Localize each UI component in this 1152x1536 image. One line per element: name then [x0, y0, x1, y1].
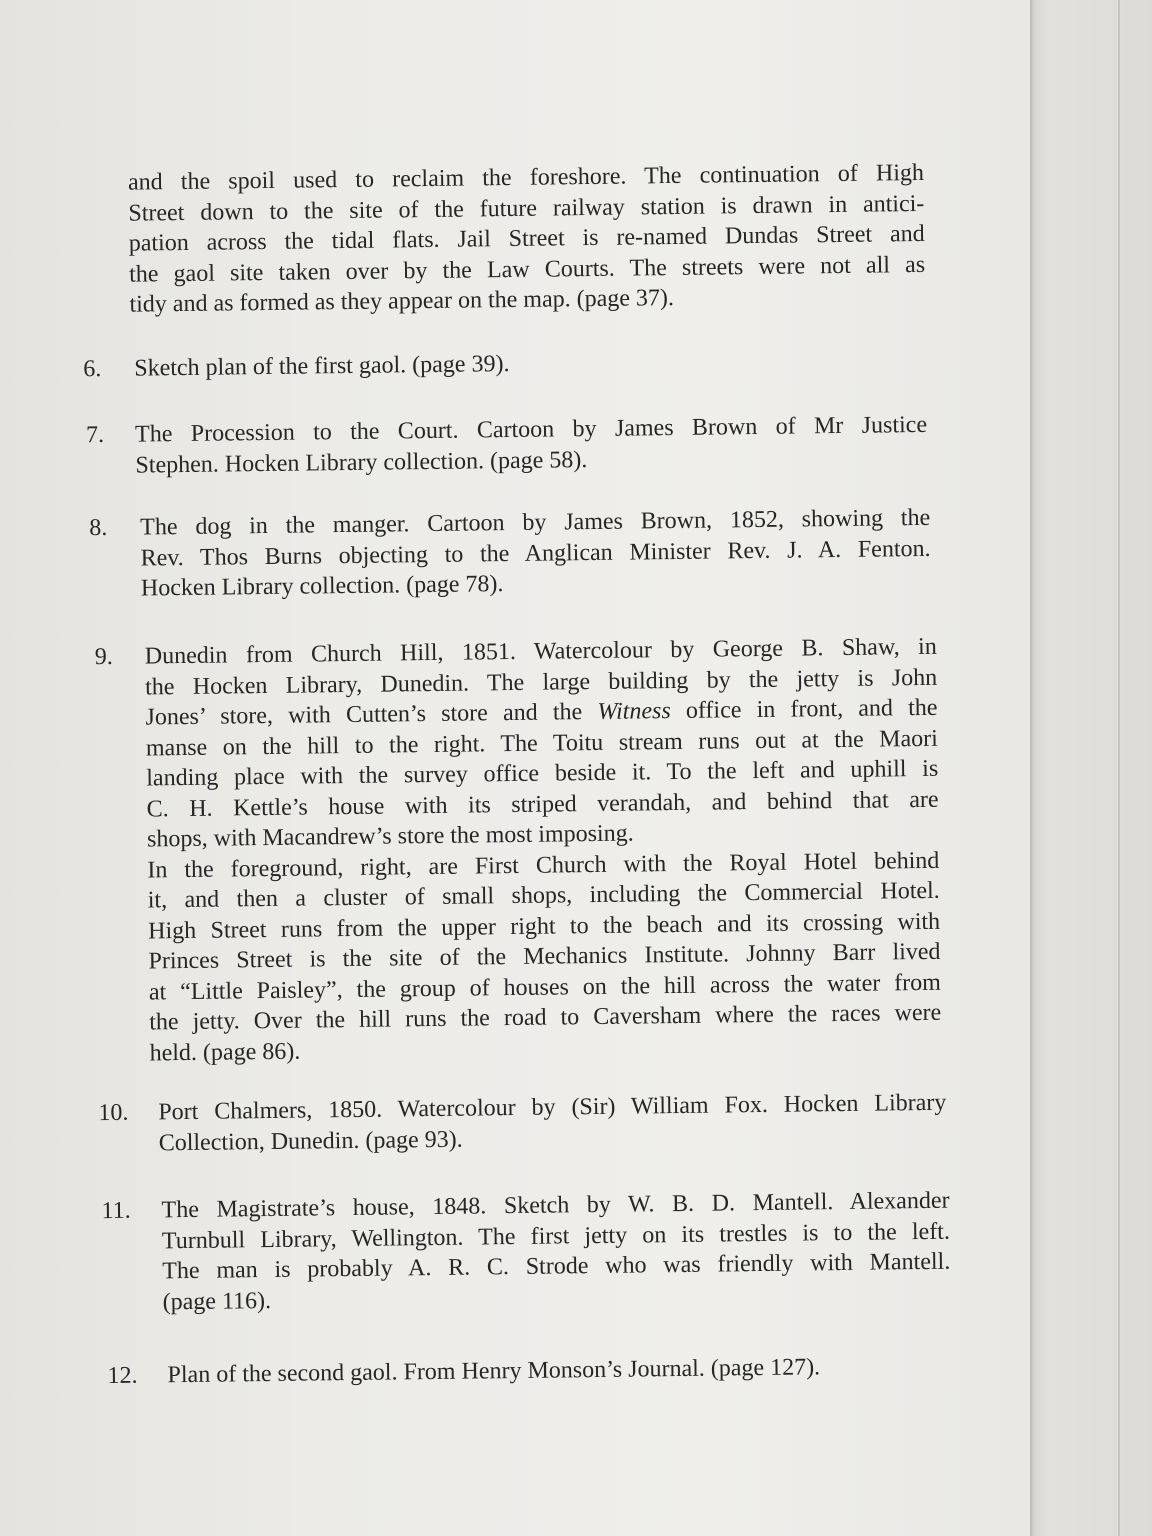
- text-line: C. H. Kettle’s house with its striped verandah, and behind that are: [146, 786, 939, 822]
- text-line: manse on the hill to the right. The Toitu stream runs out at the Maori: [145, 725, 939, 761]
- text-line: it, and then a cluster of small shops, including the Commercial Hotel.: [147, 877, 940, 914]
- item-number: 7.: [85, 421, 105, 449]
- item-number: 6.: [83, 356, 102, 383]
- text-line: Sketch plan of the first gaol. (page 39).: [134, 351, 510, 382]
- text-line: The Procession to the Court. Cartoon by James Brown of Mr Justice: [134, 411, 928, 448]
- text-line: Collection, Dunedin. (page 93).: [158, 1126, 463, 1156]
- list-item: [161, 1186, 950, 1318]
- list-item: [135, 410, 928, 481]
- text-line: the Hocken Library, Dunedin. The large building by the jetty is John: [145, 664, 938, 700]
- list-item: [158, 1088, 947, 1159]
- item-number: 9.: [94, 643, 113, 671]
- text-line: held. (page 86).: [149, 1038, 301, 1066]
- page-edge-line: [1118, 0, 1120, 1536]
- text-line: (page 116).: [162, 1287, 272, 1315]
- text-line: Rev. Thos Burns objecting to the Anglican Minister Rev. J. A. Fenton.: [140, 535, 931, 572]
- text-line: Princes Street is the site of the Mechanics Institute. Johnny Barr lived: [148, 938, 941, 975]
- text-line: tidy and as formed as they appear on the map. (page 37).: [129, 285, 675, 318]
- text-line: Hocken Library collection. (page 78).: [140, 571, 504, 602]
- text-line: In the foreground, right, are First Church with the Royal Hotel behind: [147, 847, 940, 883]
- text-line: Street down to the site of the future railway station is drawn in antici-: [128, 190, 925, 227]
- text-line: Port Chalmers, 1850. Watercolour by (Sir) William Fox. Hocken Library: [158, 1089, 947, 1126]
- text-line: The dog in the manger. Cartoon by James Brown, 1852, showing the: [140, 504, 931, 541]
- text-line: Stephen. Hocken Library collection. (page 58).: [135, 446, 588, 479]
- text-line: The Magistrate’s house, 1848. Sketch by W. B. D. Mantell. Alexander: [161, 1187, 950, 1224]
- text-line: Dunedin from Church Hill, 1851. Watercolour by George B. Shaw, in: [144, 633, 937, 670]
- text-line: at “Little Paisley”, the group of houses on the hill across the water from: [148, 969, 942, 1005]
- list-item: [140, 503, 931, 604]
- text-line: landing place with the survey office beside it. To the left and uphill is: [146, 755, 939, 792]
- text-line: Jones’ store, with Cutten’s store and the Witness office in front, and the: [145, 694, 938, 731]
- text-line: shops, with Macandrew’s store the most imposing.: [146, 820, 634, 853]
- text-line: the jetty. Over the hill runs the road to Caversham where the races were: [149, 999, 942, 1036]
- text-line: High Street runs from the upper right to the beach and its crossing with: [147, 908, 941, 944]
- italic-word: Witness: [597, 698, 671, 725]
- list-item: [145, 632, 942, 1069]
- item-number: 12.: [107, 1362, 138, 1390]
- item-number: 10.: [98, 1099, 129, 1127]
- text-line: The man is probably A. R. C. Strode who was friendly with Mantell.: [162, 1248, 951, 1285]
- text-line: pation across the tidal flats. Jail Street is re-named Dundas Street and: [128, 220, 925, 257]
- text-line: and the spoil used to reclaim the foreshore. The continuation of High: [127, 159, 925, 196]
- continuation-paragraph: [128, 158, 926, 320]
- text-line: Plan of the second gaol. From Henry Monson’s Journal. (page 127).: [167, 1354, 821, 1389]
- text-line: Turnbull Library, Wellington. The first jetty on its trestles is to the left.: [161, 1218, 951, 1254]
- facing-page-edge: [1030, 0, 1152, 1536]
- item-number: 8.: [89, 514, 108, 542]
- item-number: 11.: [101, 1197, 131, 1225]
- text-line: the gaol site taken over by the Law Courts. The streets were not all as: [128, 251, 926, 288]
